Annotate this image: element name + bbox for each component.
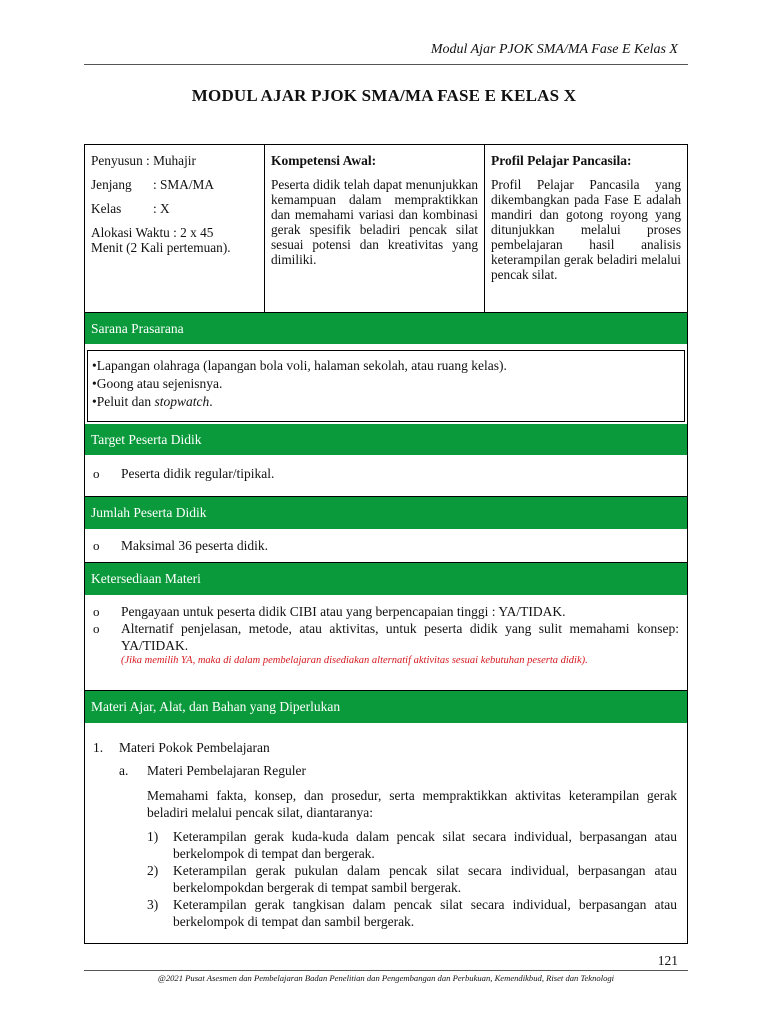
bullet-dot-icon: • (92, 394, 97, 409)
materi-sub-point (147, 828, 677, 862)
number-label: 2) (147, 863, 159, 878)
materi-sub-point (147, 862, 677, 896)
alokasi-label: Alokasi Waktu : (91, 225, 181, 240)
sarana-item-text: Lapangan olahraga (lapangan bola voli, halaman sekolah, atau ruang kelas). (96, 358, 507, 373)
target-section (85, 455, 687, 497)
jenjang-line (91, 177, 258, 192)
document-title: MODUL AJAR PJOK SMA/MA FASE E KELAS X (191, 86, 577, 105)
target-item-text: Peserta didik regular/tipikal. (121, 466, 275, 481)
alokasi-line-2: Menit (2 Kali pertemuan). (91, 240, 231, 255)
jumlah-section (85, 529, 687, 563)
jumlah-item-text: Maksimal 36 peserta didik. (121, 538, 268, 553)
identity-row (85, 145, 687, 313)
ketersediaan-item-text: Pengayaan untuk peserta didik CIBI atau yang berpencapaian tinggi : YA/TIDAK. (121, 604, 566, 619)
page-number: 121 (657, 953, 678, 968)
jumlah-list (85, 529, 687, 554)
jenjang-label: Jenjang (91, 177, 132, 192)
materi-sub-a (93, 762, 677, 779)
materi-sub-point-text: Keterampilan gerak kuda-kuda dalam pencak silat secara individual, berpasangan atau berkelompok di tempat dan bergerak. (173, 829, 677, 861)
materi-content (93, 739, 677, 930)
materi-section (85, 723, 687, 943)
kompetensi-cell (265, 145, 485, 313)
kelas-label: Kelas (91, 201, 122, 216)
sarana-item-text: Peluit dan (96, 394, 155, 409)
jumlah-item (93, 537, 679, 554)
penyusun-line (91, 153, 258, 168)
identity-cell (85, 145, 265, 313)
kompetensi-heading: Kompetensi Awal: (271, 153, 377, 168)
profil-heading: Profil Pelajar Pancasila: (491, 153, 632, 168)
sarana-section (85, 344, 687, 424)
materi-sub-point (147, 896, 677, 930)
alokasi-value: 2 x 45 (180, 225, 214, 240)
letter-label: a. (119, 763, 129, 778)
circle-bullet-icon: o (93, 621, 100, 636)
materi-heading: Materi Ajar, Alat, dan Bahan yang Diperlukan (85, 691, 687, 723)
sarana-item-text: Goong atau sejenisnya. (96, 376, 223, 391)
jenjang-value: : SMA/MA (153, 177, 214, 192)
sarana-heading: Sarana Prasarana (85, 313, 687, 344)
ketersediaan-heading: Ketersediaan Materi (85, 563, 687, 595)
running-header: Modul Ajar PJOK SMA/MA Fase E Kelas X (430, 42, 678, 57)
ketersediaan-item-text: Alternatif penjelasan, metode, atau aktivitas, untuk peserta didik yang sulit memahami konsep: YA/TIDAK. (121, 621, 679, 653)
materi-sub-point-text: Keterampilan gerak pukulan dalam pencak silat secara individual, berpasangan atau berkelompokdan bergerak di tempat sambil bergerak. (173, 863, 677, 895)
materi-intro-text: Memahami fakta, konsep, dan prosedur, serta mempraktikkan aktivitas keterampilan gerak beladiri melalui pencak silat, diantaranya: (147, 788, 677, 820)
number-label: 3) (147, 897, 159, 912)
kompetensi-text: Peserta didik telah dapat menunjukkan kemampuan dalam mempraktikkan dan memahami variasi dan kombinasi gerak spesifik beladiri pencak silat sesuai potensi dan kreativitas yang dimiliki. (271, 177, 478, 267)
materi-sub-point-text: Keterampilan gerak tangkisan dalam pencak silat secara individual, berpasangan atau berkelompok di tempat dan sambil bergerak. (173, 897, 677, 929)
sarana-item-period: . (209, 394, 213, 409)
sarana-item (92, 375, 680, 393)
materi-point-1 (93, 739, 677, 756)
penyusun-label: Penyusun : (91, 153, 154, 168)
profil-cell (485, 145, 687, 313)
alokasi-line (91, 225, 258, 240)
materi-points (93, 828, 677, 930)
circle-bullet-icon: o (93, 538, 100, 553)
ketersediaan-item (93, 620, 679, 654)
number-label: 1. (93, 740, 104, 755)
circle-bullet-icon: o (93, 604, 100, 619)
bullet-dot-icon: • (92, 376, 97, 391)
header-rule (84, 64, 688, 65)
sarana-item (92, 393, 680, 411)
kelas-line (91, 201, 258, 216)
circle-bullet-icon: o (93, 466, 100, 481)
footer-copyright: @2021 Pusat Asesmen dan Pembelajaran Badan Penelitian dan Pengembangan dan Perbukuan, Kemendikbud, Riset dan Teknologi (157, 973, 615, 983)
materi-intro (93, 787, 677, 821)
jumlah-heading: Jumlah Peserta Didik (85, 497, 687, 529)
target-item (93, 465, 679, 482)
module-table (84, 144, 688, 944)
kelas-value: : X (153, 201, 170, 216)
stopwatch-text: stopwatch (154, 394, 210, 409)
number-label: 1) (147, 829, 159, 844)
materi-point-text: Materi Pokok Pembelajaran (119, 740, 270, 755)
sarana-box (87, 350, 685, 422)
sarana-item (92, 357, 680, 375)
profil-text: Profil Pelajar Pancasila yang dikembangkan pada Fase E adalah mandiri dan gotong royong yang ditunjukkan melalui proses pembelajaran hasil analisis keterampilan gerak beladiri melalui pencak silat. (491, 177, 681, 282)
bullet-dot-icon: • (92, 358, 97, 373)
footer-rule (84, 970, 688, 971)
ketersediaan-list (85, 595, 687, 667)
ketersediaan-item (93, 603, 679, 620)
ketersediaan-note: (Jika memilih YA, maka di dalam pembelajaran disediakan alternatif aktivitas sesuai kebutuhan peserta didik). (121, 655, 588, 666)
target-heading: Target Peserta Didik (85, 424, 687, 455)
materi-sub-text: Materi Pembelajaran Reguler (147, 763, 306, 778)
target-list (85, 455, 687, 482)
ketersediaan-section (85, 595, 687, 691)
penyusun-value: Muhajir (153, 153, 196, 168)
